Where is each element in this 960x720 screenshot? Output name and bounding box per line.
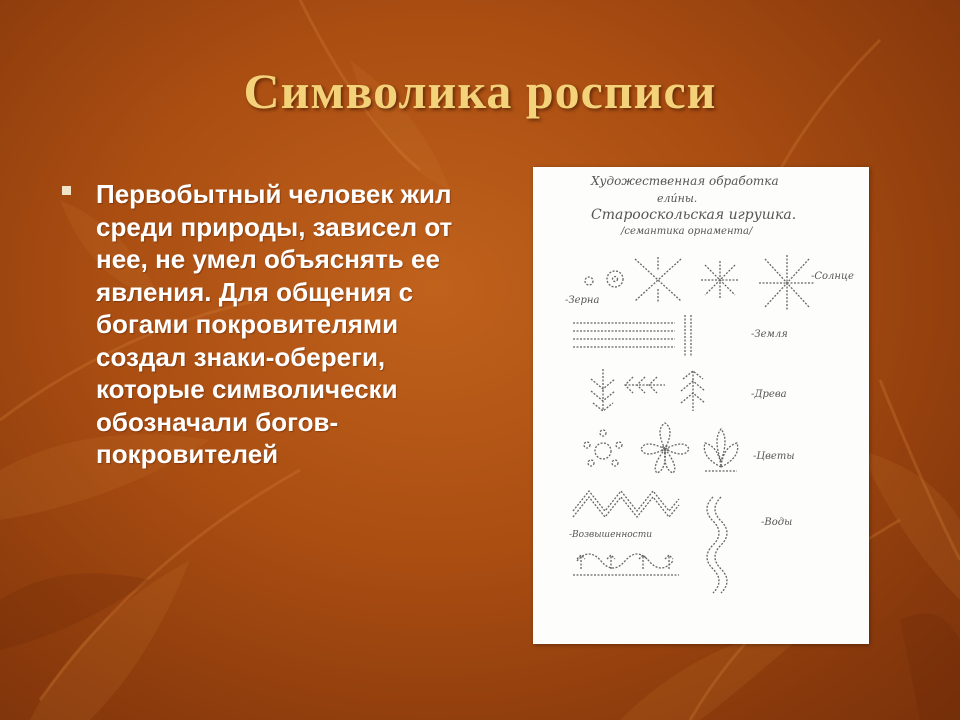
square-bullet-icon: [62, 186, 71, 195]
water-symbol: [707, 497, 727, 593]
ornament-drawing: [533, 167, 869, 644]
sheet-heading-line3: Старооскольская игрушка.: [591, 207, 797, 223]
grain-symbol-2: [607, 271, 623, 287]
tree-symbols: [591, 369, 705, 411]
sheet-heading-line2: ели́ны.: [657, 192, 698, 205]
sun-symbol-3: [759, 255, 815, 311]
sheet-heading-line4: /семантика орнамента/: [621, 226, 753, 237]
ornament-semantics-sheet: [533, 167, 869, 644]
label-vozvyshennosti: -Возвышенности: [569, 530, 653, 540]
hills-symbol: [573, 491, 679, 517]
slide-title: Символика росписи: [243, 63, 717, 119]
bullet-list-item: [62, 178, 482, 471]
label-dreva: -Древа: [751, 389, 787, 400]
border-ornament: [573, 554, 679, 575]
label-solntse: -Солнце: [811, 271, 854, 282]
label-zemlya: -Земля: [751, 329, 788, 340]
label-vody: -Воды: [761, 517, 793, 528]
grain-symbol-1: [585, 277, 593, 285]
sun-symbol-1: [635, 257, 681, 303]
bullet-text: Первобытный человек жил среди природы, зависел от нее, не умел объяснять ее явления. Для общения с богами покровителями создал знаки-обереги, которые символически обозначали богов-покровителей: [96, 179, 453, 469]
sheet-heading-line1: Художественная обработка: [591, 174, 779, 188]
label-zerna: -Зерна: [565, 295, 600, 306]
label-tsvety: -Цветы: [753, 451, 795, 462]
earth-symbol: [573, 315, 691, 357]
flower-symbols: [584, 423, 738, 473]
sun-symbol-2: [701, 261, 739, 299]
